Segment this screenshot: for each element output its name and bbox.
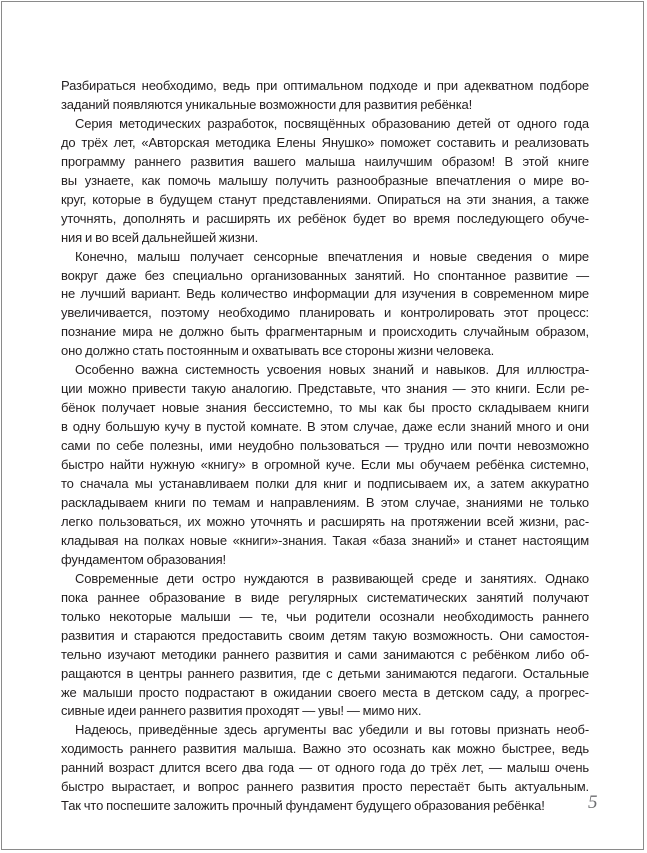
text-line: только некоторые малыши — те, чьи родители осознали необходимость раннего [61, 608, 589, 624]
paragraph [61, 115, 589, 248]
text-line: Так что поспешите заложить прочный фундамент будущего образования ребёнка! [61, 798, 545, 814]
text-line: оно должно стать постоянным и охватывать все стороны жизни человека. [61, 343, 495, 359]
text-line: до трёх лет, «Авторская методика Елены Янушко» поможет составить и реализовать [61, 134, 589, 150]
text-line: легко пользоваться, их можно уточнять и расширять на протяжении всей жизни, рас- [61, 513, 589, 529]
text-line: ращаются в центры раннего развития, где с детьми занимаются педагоги. Остальные [61, 665, 589, 681]
text-line: познание мира не должно быть фрагментарным и происходить случайным образом, [61, 324, 589, 340]
text-line: ходимость раннего развития малыша. Важно это осознать как можно быстрее, ведь [61, 741, 589, 757]
text-line: программу раннего развития вашего малыша наилучшим образом! В этой книге [61, 153, 589, 169]
text-line: быстро вырастает, и вопрос раннего развития просто перестаёт быть актуальным. [61, 779, 589, 795]
text-line: вокруг даже без специально организованных занятий. Но спонтанное развитие — [61, 267, 589, 283]
paragraph [61, 570, 589, 722]
text-line: Надеюсь, приведённые здесь аргументы вас убедили и вы готовы признать необ- [75, 722, 589, 738]
text-line: Конечно, малыш получает сенсорные впечатления и новые сведения о мире [75, 248, 589, 264]
text-line: не лучший вариант. Ведь количество информации для изучения в современном мире [61, 286, 589, 302]
text-line: уточнять, дополнять и расширять их ребёнок будет во время последующего обуче- [61, 210, 589, 226]
text-line: пока раннее образование в виде регулярных систематических занятий получают [61, 589, 589, 605]
text-line: раскладываем книги по темам и направлениям. В этом случае, знаниями не только [61, 494, 589, 510]
text-line: то сначала мы устанавливаем полки для книг и подписываем их, а затем аккуратно [61, 476, 589, 492]
text-line: же малыши просто подрастают в ожидании своего места в детском саду, а прогрес- [61, 684, 589, 700]
paragraph [61, 721, 589, 816]
text-line: ния и во всей дальнейшей жизни. [61, 229, 259, 245]
text-line: вы узнаете, как помочь малышу получить разнообразные впечатления о мире во- [61, 172, 589, 188]
text-line: в одну большую кучу в пустой комнате. В этом случае, даже если знаний много и они [61, 419, 589, 435]
body-text [61, 77, 589, 816]
paragraph [61, 248, 589, 362]
text-line: тельно изучают методики раннего развития и сами занимаются с ребёнком либо об- [61, 646, 589, 662]
text-line: быстро найти нужную «книгу» в огромной куче. Если мы обучаем ребёнка системно, [61, 457, 589, 473]
text-line: ранний возраст длится всего два года — от одного года до трёх лет, — малыш очень [61, 760, 589, 776]
text-line: развития и стараются предоставить своим детям такую возможность. Они самостоя- [61, 627, 589, 643]
text-line: Современные дети остро нуждаются в развивающей среде и занятиях. Однако [75, 570, 589, 586]
text-line: круг, которые в будущем станут представлениями. Опираться на эти знания, а также [61, 191, 589, 207]
text-line: Разбираться необходимо, ведь при оптимальном подходе и при адекватном подборе [61, 78, 589, 93]
text-line: увеличивается, поэтому необходимо планировать и контролировать этот процесс: [61, 305, 589, 321]
paragraph [61, 361, 589, 569]
text-line: заданий появляются уникальные возможности для развития ребёнка! [61, 96, 473, 112]
text-line: кладывая на полках новые «книги»-знания. Такая «база знаний» и станет настоящим [61, 532, 589, 548]
text-line: сами по себе полезны, ими неудобно пользоваться — трудно или почти невозможно [61, 438, 589, 454]
text-line: фундаментом образования! [61, 551, 226, 567]
text-line: бёнок получает новые знания бессистемно, то мы как бы просто складываем книги [61, 400, 589, 416]
text-line: Серия методических разработок, посвящённых образованию детей от одного года [75, 115, 589, 131]
paragraph [61, 77, 589, 115]
page-number: 5 [588, 792, 598, 813]
text-line: ции можно привести такую аналогию. Представьте, что знания — это книги. Если ре- [61, 381, 589, 397]
text-line: Особенно важна системность усвоения новых знаний и навыков. Для иллюстра- [75, 362, 589, 378]
text-line: сивные идеи раннего развития проходят — увы! — мимо них. [61, 703, 422, 719]
